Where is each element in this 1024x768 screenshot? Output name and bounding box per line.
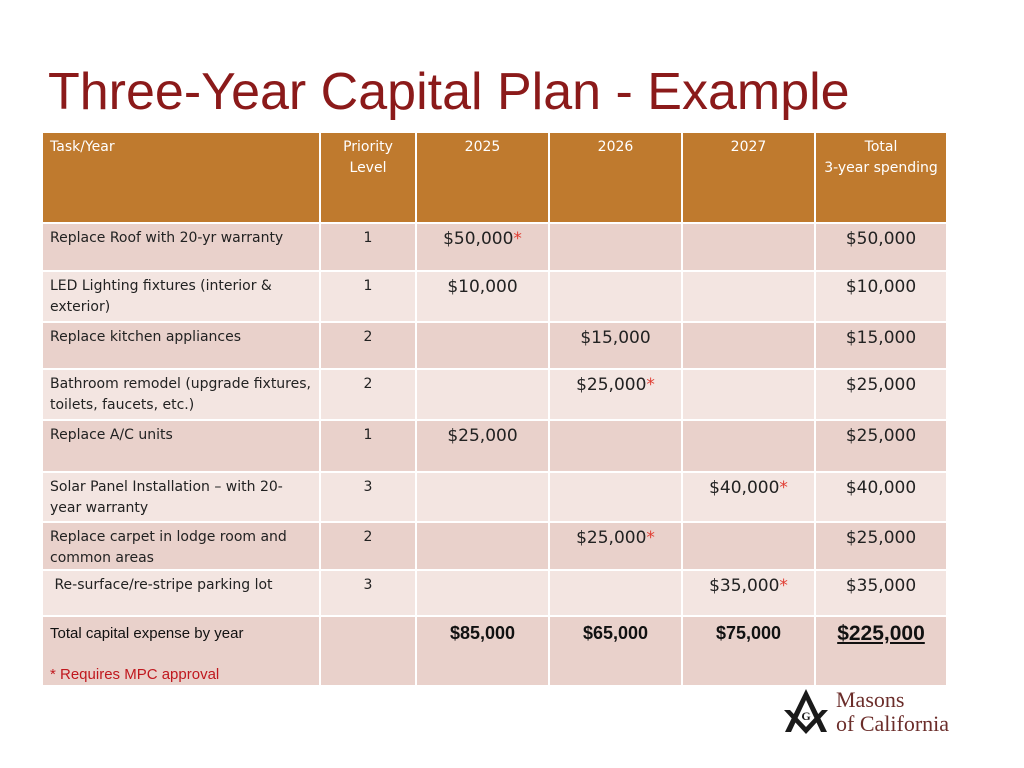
table-row (42, 570, 947, 616)
cost-2027-cell (682, 322, 815, 369)
approval-star: * (646, 375, 655, 395)
total-cell: $25,000 (815, 522, 947, 570)
priority-cell: 2 (320, 369, 416, 420)
cost-2027-cell (682, 223, 815, 271)
table-row (42, 271, 947, 322)
table-row (42, 522, 947, 570)
cost-2027-cell: $35,000* (682, 570, 815, 616)
total-cell: $50,000 (815, 223, 947, 271)
priority-cell: 1 (320, 271, 416, 322)
priority-cell: 1 (320, 420, 416, 472)
cost-2026-cell: $15,000 (549, 322, 682, 369)
cost-2027-cell (682, 420, 815, 472)
priority-cell: 3 (320, 570, 416, 616)
masons-of-california-logo (780, 686, 980, 746)
logo-line-2: of California (836, 711, 950, 736)
header-2026: 2026 (549, 132, 682, 223)
header-row (42, 132, 947, 223)
capital-plan-table (41, 131, 948, 687)
header-task-year: Task/Year (42, 132, 320, 223)
task-cell: Replace Roof with 20-yr warranty (42, 223, 320, 271)
page-title: Three-Year Capital Plan - Example (48, 63, 850, 121)
approval-star: * (646, 528, 655, 548)
approval-star: * (779, 576, 788, 596)
cost-2027-cell (682, 369, 815, 420)
totals-row (42, 616, 947, 686)
table-row (42, 420, 947, 472)
cost-2026-cell: $25,000* (549, 369, 682, 420)
cost-2025-cell: $25,000 (416, 420, 549, 472)
task-cell: Replace carpet in lodge room and common areas (42, 522, 320, 570)
cost-2027-cell: $40,000* (682, 472, 815, 522)
logo-text (836, 688, 949, 736)
header-2027: 2027 (682, 132, 815, 223)
header-total: Total 3-year spending (815, 132, 947, 223)
task-cell: Replace A/C units (42, 420, 320, 472)
priority-cell: 2 (320, 522, 416, 570)
cost-2025-cell (416, 369, 549, 420)
table-row (42, 322, 947, 369)
cost-2027-cell (682, 522, 815, 570)
total-cell: $40,000 (815, 472, 947, 522)
total-cell: $35,000 (815, 570, 947, 616)
table-row (42, 223, 947, 271)
cost-2026-cell: $25,000* (549, 522, 682, 570)
cost-2026-cell (549, 570, 682, 616)
task-cell: Bathroom remodel (upgrade fixtures, toilets, faucets, etc.) (42, 369, 320, 420)
cost-2025-cell: $50,000* (416, 223, 549, 271)
total-cell: $25,000 (815, 369, 947, 420)
totals-label-cell (42, 616, 320, 686)
square-compass-icon (780, 686, 832, 738)
cost-2025-cell (416, 570, 549, 616)
logo-line-1: Masons (836, 687, 905, 712)
cost-2025-cell (416, 522, 549, 570)
total-cell: $25,000 (815, 420, 947, 472)
totals-label: Total capital expense by year (50, 625, 244, 642)
cost-2026-cell (549, 420, 682, 472)
emblem-letter: G (801, 709, 811, 723)
approval-note: * Requires MPC approval (50, 666, 220, 683)
cost-2026-cell (549, 472, 682, 522)
cost-2025-cell (416, 472, 549, 522)
total-2025: $85,000 (416, 616, 549, 686)
task-cell: Replace kitchen appliances (42, 322, 320, 369)
table-row (42, 369, 947, 420)
priority-cell: 2 (320, 322, 416, 369)
cost-2025-cell: $10,000 (416, 271, 549, 322)
cost-2025-cell (416, 322, 549, 369)
total-2026: $65,000 (549, 616, 682, 686)
task-cell: Re-surface/re-stripe parking lot (42, 570, 320, 616)
header-2025: 2025 (416, 132, 549, 223)
total-2027: $75,000 (682, 616, 815, 686)
task-cell: Solar Panel Installation – with 20-year warranty (42, 472, 320, 522)
header-priority: Priority Level (320, 132, 416, 223)
grand-total: $225,000 (815, 616, 947, 686)
total-cell: $15,000 (815, 322, 947, 369)
table-row (42, 472, 947, 522)
cost-2027-cell (682, 271, 815, 322)
priority-cell: 1 (320, 223, 416, 271)
task-cell: LED Lighting fixtures (interior & exterior) (42, 271, 320, 322)
approval-star: * (513, 229, 522, 249)
approval-star: * (779, 478, 788, 498)
total-cell: $10,000 (815, 271, 947, 322)
cost-2026-cell (549, 223, 682, 271)
totals-priority-cell (320, 616, 416, 686)
priority-cell: 3 (320, 472, 416, 522)
cost-2026-cell (549, 271, 682, 322)
